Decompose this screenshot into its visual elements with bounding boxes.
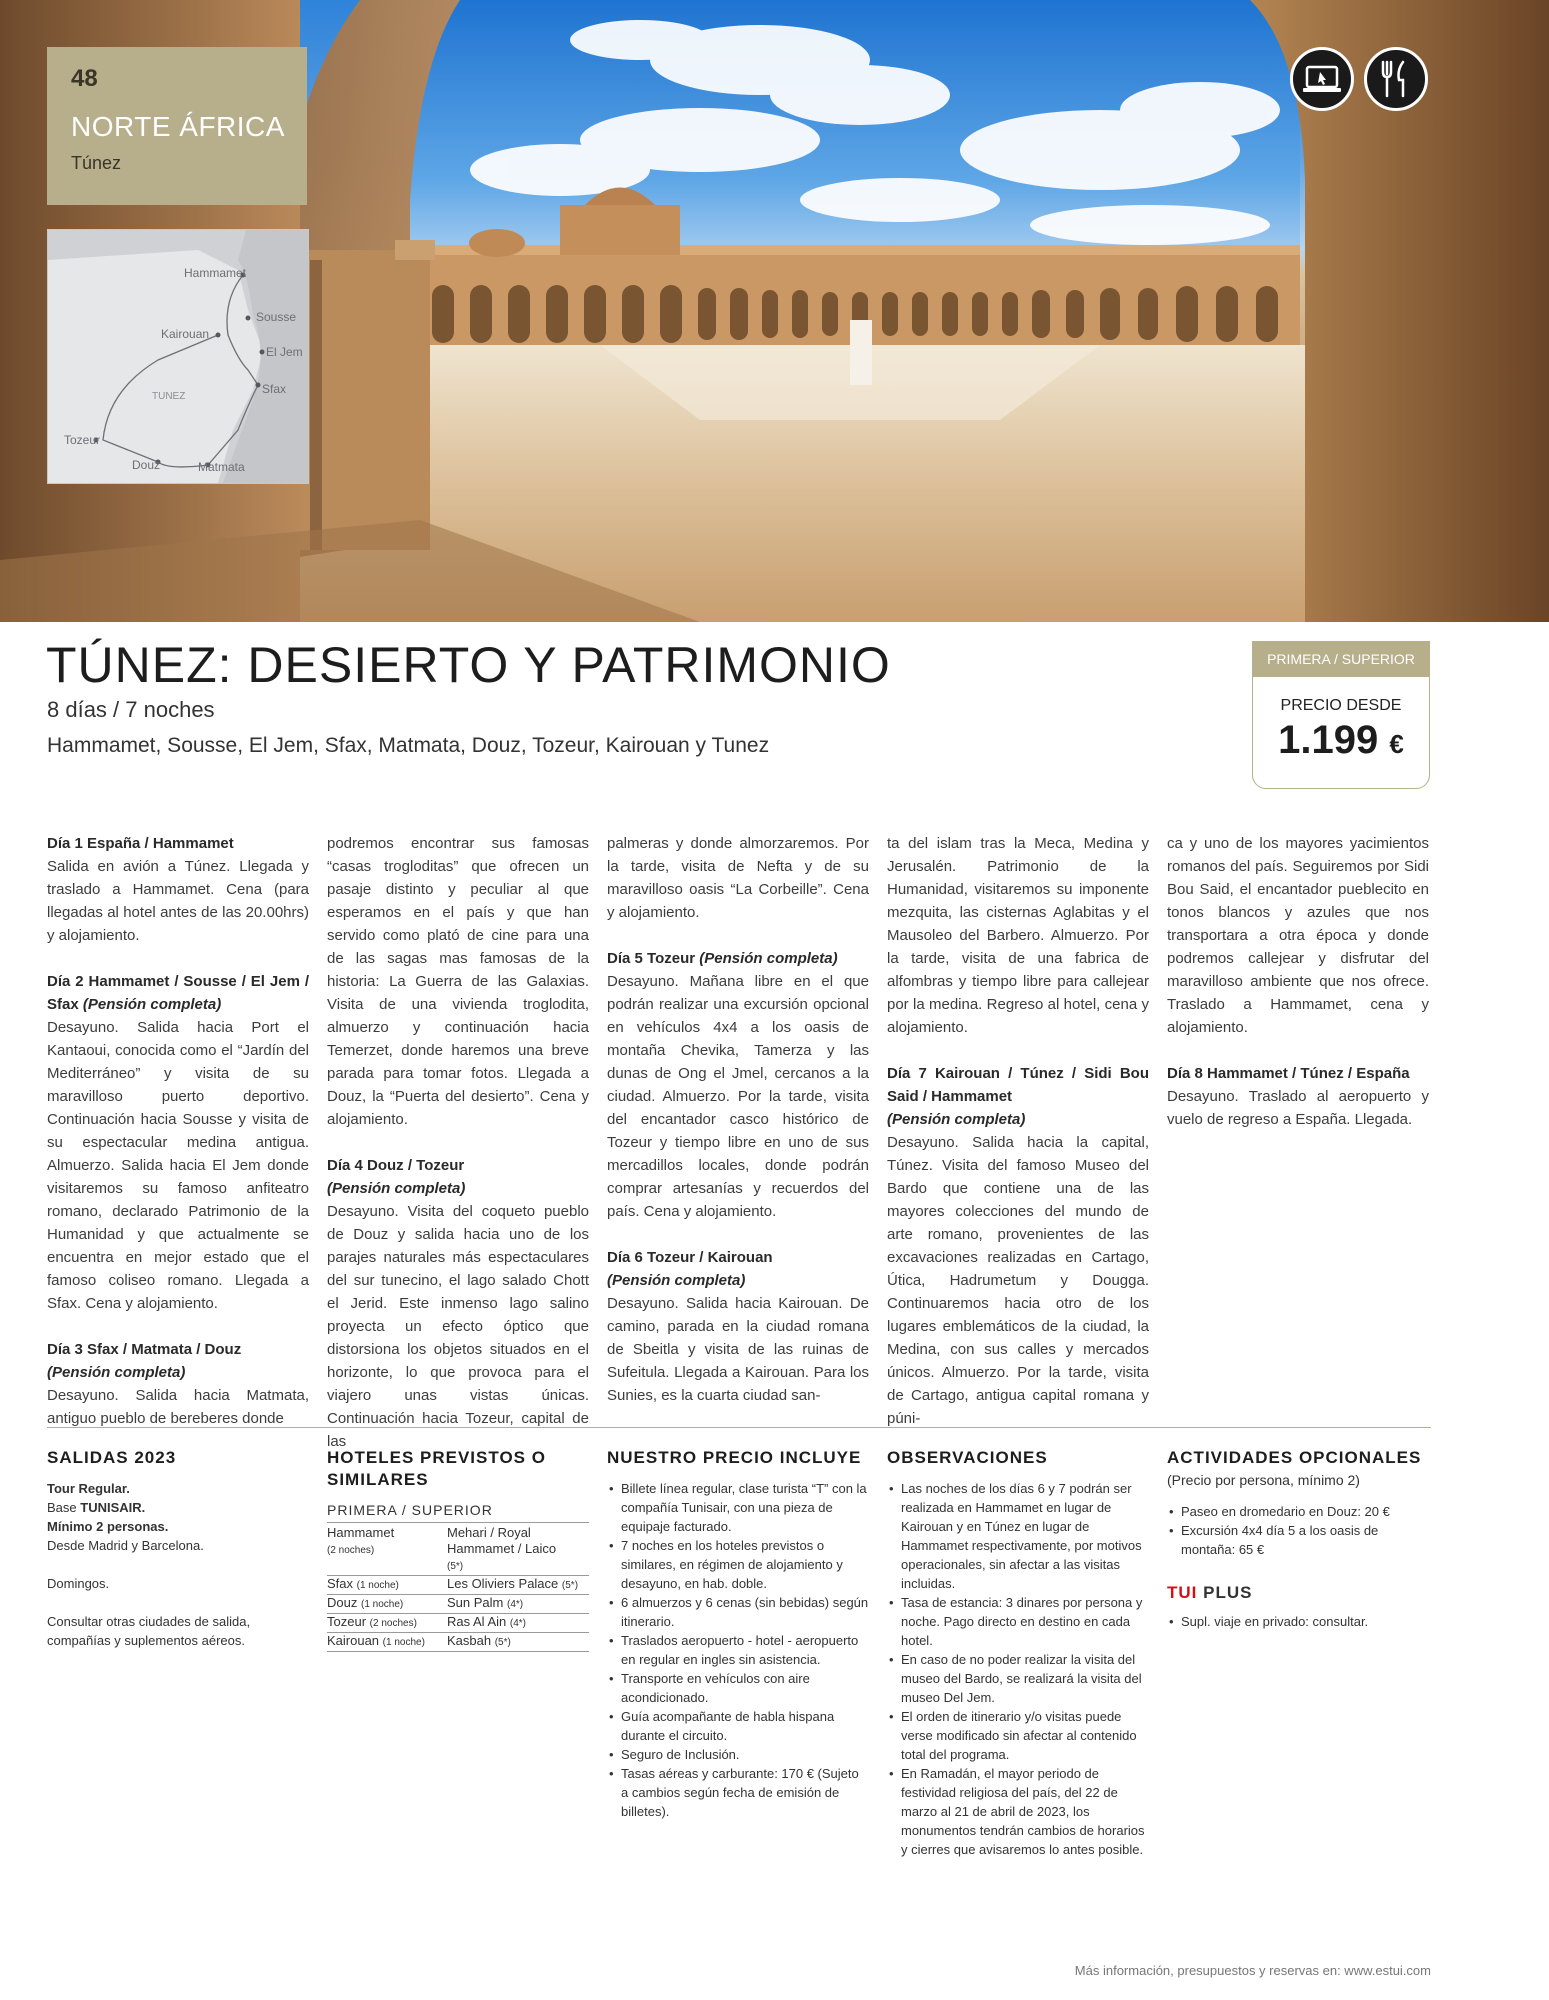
day-heading: Día 5 Tozeur (607, 950, 696, 967)
list-item: • Tasa de estancia: 3 dinares por persona y noche. Pago directo en destino en cada hotel. (901, 1593, 1149, 1650)
day-text: Desayuno. Salida hacia Kairouan. De camino, parada en la ciudad romana de Sbeitla y visita de las ruinas de Sufeitula. Llegada a Kairouan. Para los Sunies, es la cuarta ciudad san- (607, 1295, 869, 1404)
page-number: 48 (71, 65, 98, 92)
hotel-nights: (1 noche) (356, 1580, 399, 1591)
hotel-name-cell (447, 1576, 589, 1595)
salidas-base-label: Base (47, 1500, 77, 1515)
hotel-name: Ras Al Ain (447, 1614, 507, 1629)
day-text: Desayuno. Salida hacia la capital, Túnez. Visita del famoso Museo del Bardo que contiene una de las mayores colecciones del mundo de arte romano, provenientes de las excavaciones realizadas en Cartago, Útica, Hadrumetum y Dougga. Continuaremos hacia otro de los lugares emblemáticos de la ciudad, la Medina, con sus calles y mercados únicos. Almuerzo. Por la tarde, visita de Cartago, antigua capital romana y púni- (887, 1134, 1149, 1427)
list-item: • El orden de itinerario y/o visitas puede verse modificado sin afectar al contenido total del programa. (901, 1707, 1149, 1764)
hotel-name: Mehari / Royal Hammamet / Laico (447, 1525, 557, 1556)
salidas-line: Mínimo 2 personas. (47, 1519, 169, 1534)
map-label-tozeur: Tozeur (64, 433, 101, 447)
hotel-city: Tozeur (327, 1614, 367, 1629)
day-board: (Pensión completa) (607, 1272, 746, 1289)
hoteles-category: PRIMERA / SUPERIOR (327, 1501, 589, 1523)
incluye-heading: NUESTRO PRECIO INCLUYE (607, 1448, 862, 1467)
tui-brand: TUI (1167, 1583, 1198, 1602)
itinerary-column-5 (1167, 832, 1429, 1414)
price-value: 1.199 (1278, 718, 1379, 762)
day-6-continued (887, 832, 1149, 1039)
footer-info: Más información, presupuestos y reservas en: www.estui.com (1074, 1963, 1431, 1978)
hotel-city: Kairouan (327, 1633, 380, 1648)
day-heading: Día 8 Hammamet / Túnez / España (1167, 1065, 1410, 1082)
opcionales-heading: ACTIVIDADES OPCIONALES (1167, 1448, 1422, 1467)
opcionales-section (1167, 1447, 1429, 1631)
hotel-name-cell (447, 1595, 589, 1614)
day-4 (327, 1154, 589, 1453)
map-label-kairouan: Kairouan (161, 327, 210, 341)
day-7-continued (1167, 832, 1429, 1039)
hotel-name-cell (447, 1525, 589, 1576)
list-item: • Seguro de Inclusión. (621, 1745, 869, 1764)
day-heading: Día 2 Hammamet / Sousse / El Jem / Sfax (47, 973, 309, 1013)
salidas-line: Consultar otras ciudades de salida, compañías y suplementos aéreos. (47, 1614, 251, 1648)
day-text: Desayuno. Salida hacia Matmata, antiguo pueblo de bereberes donde (47, 1387, 309, 1427)
opcionales-subheading: (Precio por persona, mínimo 2) (1167, 1472, 1360, 1488)
salidas-airline: TUNISAIR. (80, 1500, 146, 1515)
day-4-continued (607, 832, 869, 924)
day-6 (607, 1246, 869, 1407)
hotel-name-cell (447, 1614, 589, 1633)
hotel-city: Hammamet (327, 1525, 395, 1540)
map-label-sfax: Sfax (262, 382, 287, 396)
salidas-line: Desde Madrid y Barcelona. (47, 1538, 204, 1553)
price-label: PRECIO DESDE (1280, 697, 1402, 714)
day-text: Desayuno. Visita del coqueto pueblo de Douz y salida hacia uno de los parajes naturales más espectaculares del sur tunecino, el lago salado Chott el Jerid. Este inmenso lago salino proyecta un efecto óptico que distorsiona los objetos situados en el horizonte, lo que provoca para el viajero unas vistas únicas. Continuación hacia Tozeur, capital de las (327, 1203, 589, 1450)
list-item: • En Ramadán, el mayor periodo de festividad religiosa del país, del 22 de marzo al 21 de abril de 2023, los monumentos tendrán cambios de horarios y cierres que avisaremos lo antes posible. (901, 1764, 1149, 1859)
day-board: (Pensión completa) (699, 950, 838, 967)
day-heading: Día 1 España / Hammamet (47, 835, 234, 852)
observaciones-section (887, 1447, 1149, 1859)
list-item: • Paseo en dromedario en Douz: 20 € (1181, 1502, 1429, 1521)
day-1 (47, 832, 309, 947)
page-header-box (47, 47, 307, 205)
salidas-line: Tour Regular. (47, 1481, 130, 1496)
day-2 (47, 970, 309, 1315)
salidas-section (47, 1447, 309, 1650)
table-row (327, 1525, 589, 1576)
list-item: • Las noches de los días 6 y 7 podrán ser realizada en Hammamet en lugar de Kairouan y en Túnez en lugar de Hammamet respectivamente, por motivos operacionales, sin afectar a las visitas incluidas. (901, 1479, 1149, 1593)
section-divider (47, 1427, 1431, 1428)
plus-label: PLUS (1203, 1583, 1253, 1602)
day-text: Salida en avión a Túnez. Llegada y traslado a Hammamet. Cena (para llegadas al hotel antes de las 20.00hrs) y alojamiento. (47, 858, 309, 944)
incluye-list (607, 1479, 869, 1821)
itinerary-column-4 (887, 832, 1149, 1427)
map-label-matmata: Matmata (198, 460, 245, 474)
tui-plus-list (1167, 1612, 1429, 1631)
list-item: • Tasas aéreas y carburante: 170 € (Sujeto a cambios según fecha de emisión de billetes). (621, 1764, 869, 1821)
day-text: Desayuno. Salida hacia Port el Kantaoui, conocida como el “Jardín del Mediterráneo” y visita de su maravilloso puerto deportivo. Continuación hacia Sousse y visita de su espectacular medina antigua. Almuerzo. Salida hacia El Jem donde visitaremos su famoso anfiteatro romano, declarado Patrimonio de la Humanidad y que actualmente se encuentra en mejor estado que el famoso coliseo romano. Llegada a Sfax. Cena y alojamiento. (47, 1019, 309, 1312)
day-text: ta del islam tras la Meca, Medina y Jerusalén. Patrimonio de la Humanidad, visitaremos su imponente mezquita, las cisternas Aglabitas y el Mausoleo del Barbero. Almuerzo. Por la tarde, visita de una fabrica de alfombras y tiempo libre para callejear por la medina. Regreso al hotel, cena y alojamiento. (887, 835, 1149, 1036)
day-text: palmeras y donde almorzaremos. Por la tarde, visita de Nefta y de su maravilloso oasis “La Corbeille”. Cena y alojamiento. (607, 835, 869, 921)
hotel-city: Douz (327, 1595, 358, 1610)
list-item: • Guía acompañante de habla hispana durante el circuito. (621, 1707, 869, 1745)
hotel-city-cell (327, 1633, 447, 1652)
list-item: • 6 almuerzos y 6 cenas (sin bebidas) según itinerario. (621, 1593, 869, 1631)
hero-photo (0, 0, 1549, 622)
hotel-nights: (1 noche) (360, 1599, 404, 1610)
hotels-table (327, 1525, 589, 1652)
list-item: • En caso de no poder realizar la visita del museo del Bardo, se realizará la visita del museo Del Jem. (901, 1650, 1149, 1707)
price-value-row (1253, 718, 1429, 763)
day-board: (Pensión completa) (82, 996, 222, 1013)
hotel-city-cell (327, 1525, 447, 1576)
list-item: • Transporte en vehículos con aire acondicionado. (621, 1669, 869, 1707)
list-item: • Traslados aeropuerto - hotel - aeropuerto en regular en ingles sin asistencia. (621, 1631, 869, 1669)
hotel-stars: (5*) (447, 1561, 464, 1572)
list-item: • Supl. viaje en privado: consultar. (1181, 1612, 1429, 1631)
hotel-city: Sfax (327, 1576, 354, 1591)
hotel-nights: (1 noche) (382, 1637, 425, 1648)
tui-plus-heading (1167, 1583, 1429, 1602)
list-item: • 7 noches en los hoteles previstos o similares, en régimen de alojamiento y desayuno, en hab. doble. (621, 1536, 869, 1593)
day-heading: Día 6 Tozeur / Kairouan (607, 1249, 773, 1266)
region-title: NORTE ÁFRICA (71, 111, 285, 142)
day-board: (Pensión completa) (887, 1111, 1026, 1128)
hotel-city-cell (327, 1595, 447, 1614)
salidas-line: Domingos. (47, 1576, 110, 1591)
day-text: Desayuno. Mañana libre en el que podrán realizar una excursión opcional en vehículos 4x4 a los oasis de montaña Chevika, Tamerza y las dunas de Ong el Jmel, cercanos a la ciudad. Almuerzo. Por la tarde, visita del encantador casco histórico de Tozeur y tiempo libre en uno de sus mercadillos locales, donde podrán comprar artesanías y recuerdos del país. Cena y alojamiento. (607, 973, 869, 1220)
hotel-name: Sun Palm (447, 1595, 504, 1610)
table-row (327, 1633, 589, 1652)
hotel-name: Les Oliviers Palace (447, 1576, 559, 1591)
salidas-line (47, 1498, 309, 1517)
hotel-stars: (5*) (494, 1637, 511, 1648)
map-label-douz: Douz (132, 458, 161, 472)
online-booking-icon (1290, 47, 1354, 111)
itinerary-column-2 (327, 832, 589, 1450)
route-map (47, 229, 309, 484)
day-7 (887, 1062, 1149, 1430)
incluye-section (607, 1447, 869, 1821)
table-row (327, 1614, 589, 1633)
itinerary-column-1 (47, 832, 309, 1427)
map-label-hammamet: Hammamet (184, 266, 247, 280)
day-heading: Día 4 Douz / Tozeur (327, 1157, 465, 1174)
day-heading: Día 7 Kairouan / Túnez / Sidi Bou Said / Hammamet (887, 1065, 1149, 1105)
hotel-stars: (5*) (561, 1580, 579, 1591)
day-board: (Pensión completa) (47, 1364, 186, 1381)
day-board: (Pensión completa) (327, 1180, 466, 1197)
day-text: Desayuno. Traslado al aeropuerto y vuelo de regreso a España. Llegada. (1167, 1088, 1429, 1128)
hotel-name-cell (447, 1633, 589, 1652)
opcionales-list (1167, 1502, 1429, 1559)
table-row (327, 1576, 589, 1595)
country-name: Túnez (71, 153, 122, 173)
map-label-sousse: Sousse (256, 310, 297, 324)
observaciones-list (887, 1479, 1149, 1859)
tour-duration: 8 días / 7 noches (47, 697, 215, 722)
price-box (1252, 641, 1430, 789)
hotel-city-cell (327, 1614, 447, 1633)
tour-route: Hammamet, Sousse, El Jem, Sfax, Matmata, Douz, Tozeur, Kairouan y Tunez (47, 734, 770, 757)
observaciones-heading: OBSERVACIONES (887, 1448, 1048, 1467)
day-text: podremos encontrar sus famosas “casas trogloditas” que ofrecen un pasaje distinto y peculiar al que esperamos en el país y que han servido como plató de cine para una de las sagas mas famosas de la historia: La Guerra de las Galaxias. Visita de una vivienda troglodita, almuerzo y continuación hacia Temerzet, donde haremos una breve parada para tomar fotos. Llegada a Douz, la “Puerta del desierto”. Cena y alojamiento. (327, 835, 589, 1128)
salidas-heading: SALIDAS 2023 (47, 1448, 177, 1467)
hotel-name: Kasbah (447, 1633, 492, 1648)
map-country-label: TUNEZ (152, 391, 186, 402)
day-3-continued (327, 832, 589, 1131)
price-category: PRIMERA / SUPERIOR (1252, 641, 1430, 677)
day-8 (1167, 1062, 1429, 1131)
hoteles-section (327, 1447, 589, 1652)
day-text: ca y uno de los mayores yacimientos romanos del país. Seguiremos por Sidi Bou Said, el encantador pueblecito en tonos blancos y azules que nos transportara a otra época y donde podremos callejear y disfrutar del maravilloso ambiente que nos ofrece. Traslado a Hammamet, cena y alojamiento. (1167, 835, 1429, 1036)
list-item: • Excursión 4x4 día 5 a los oasis de montaña: 65 € (1181, 1521, 1429, 1559)
day-3 (47, 1338, 309, 1430)
hotel-nights: (2 noches) (327, 1545, 375, 1556)
itinerary-column-3 (607, 832, 869, 1414)
list-item: • Billete línea regular, clase turista “T” con la compañía Tunisair, con una pieza de equipaje facturado. (621, 1479, 869, 1536)
map-label-el-jem: El Jem (266, 345, 303, 359)
table-row (327, 1595, 589, 1614)
hotel-city-cell (327, 1576, 447, 1595)
hotel-nights: (2 noches) (369, 1618, 417, 1629)
tour-title: TÚNEZ: DESIERTO Y PATRIMONIO (46, 637, 891, 693)
meals-icon (1364, 47, 1428, 111)
hotel-stars: (4*) (507, 1599, 524, 1610)
price-currency: € (1389, 729, 1404, 759)
day-heading: Día 3 Sfax / Matmata / Douz (47, 1341, 242, 1358)
hotel-stars: (4*) (509, 1618, 527, 1629)
day-5 (607, 947, 869, 1223)
service-icons (1290, 47, 1434, 117)
hoteles-heading: HOTELES PREVISTOS O SIMILARES (327, 1448, 546, 1489)
